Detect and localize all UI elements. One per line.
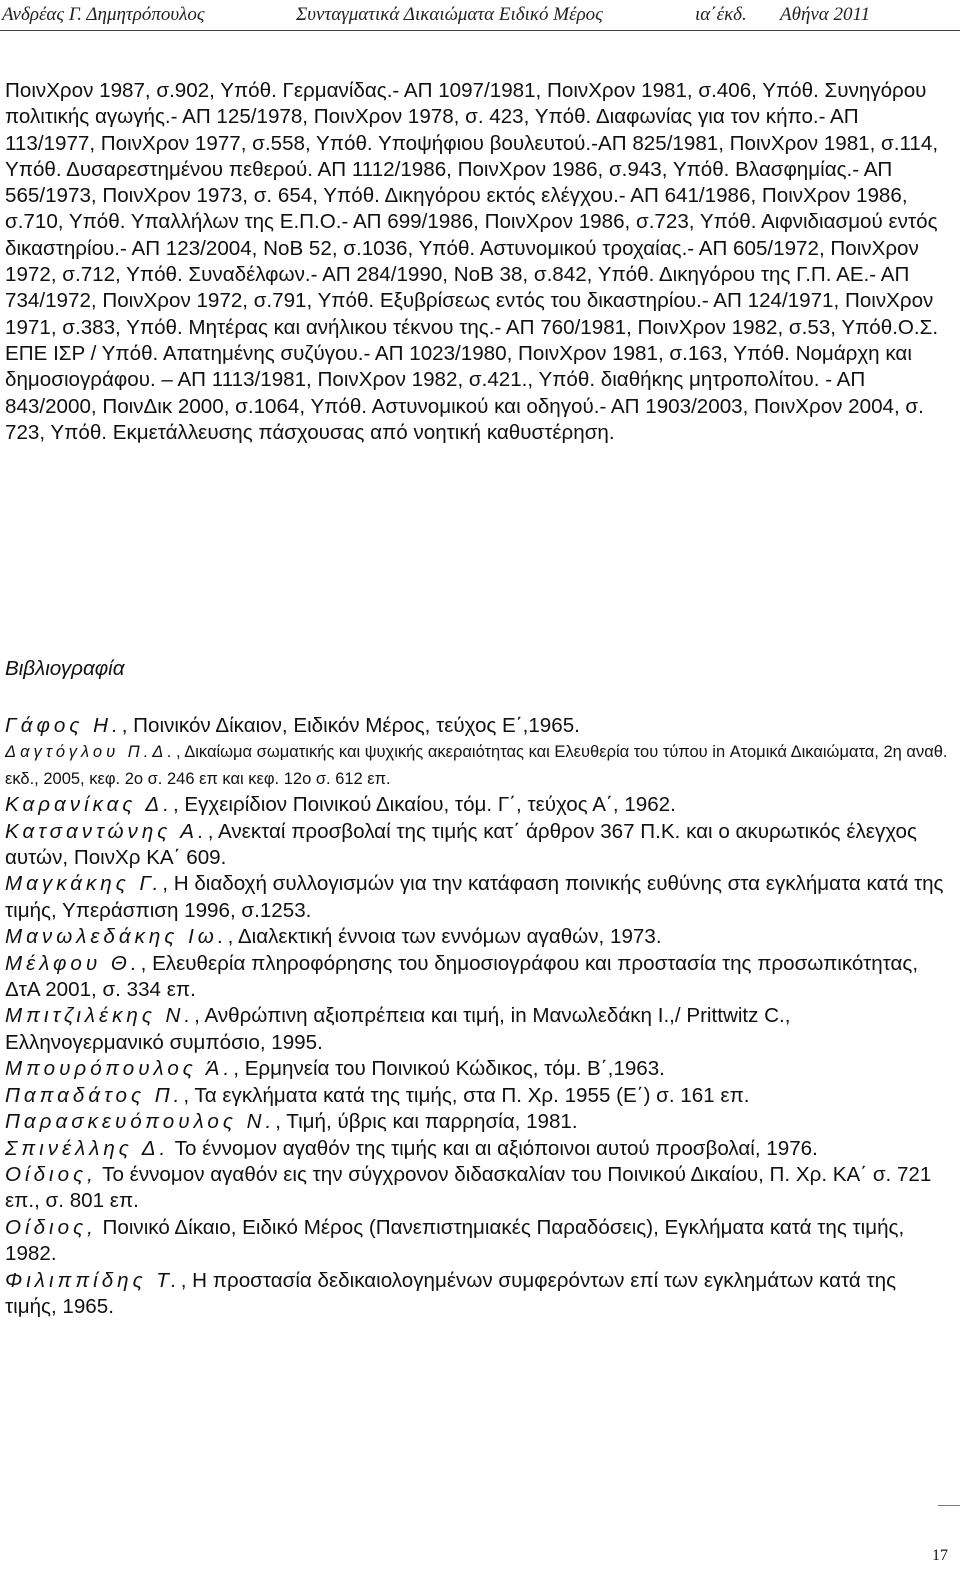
bib-text: , Δικαίωμα σωματικής και ψυχικής ακεραιότητας και Ελευθερία του τύπου in Ατομικά Δικαιώματα, 2η αναθ. εκδ., 2005, κεφ. 2ο σ. 246 επ και κεφ. 12ο σ. 612 επ. [5, 743, 948, 788]
footer-rule [938, 1505, 960, 1506]
bib-text: , Ποινικόν Δίκαιον, Ειδικόν Μέρος, τεύχος Ε΄,1965. [121, 714, 580, 737]
bib-text: Το έννομον αγαθόν της τιμής και αι αξιόποινοι αυτού προσβολαί, 1976. [169, 1136, 818, 1160]
page-number: 17 [932, 1547, 948, 1564]
bib-entry [5, 1268, 950, 1321]
bib-author: Φιλιππίδης Τ. [5, 1268, 181, 1292]
bib-entry [5, 792, 950, 818]
bib-entry [5, 739, 950, 792]
bib-author: Οίδιος, [5, 1162, 97, 1186]
bibliography-list [5, 713, 950, 1320]
bib-entry [5, 1109, 950, 1135]
bib-text: , Τιμή, ύβρις και παρρησία, 1981. [275, 1110, 578, 1134]
bib-author: Δαγτόγλου Π.Δ. [5, 743, 176, 762]
bib-entry [5, 1083, 950, 1109]
bib-author: Καρανίκας Δ. [5, 793, 173, 817]
bib-text: , Διαλεκτική έννοια των εννόμων αγαθών, 1973. [227, 925, 662, 949]
bib-entry [5, 1136, 950, 1162]
bib-text: , Η διαδοχή συλλογισμών για την κατάφαση ποινικής ευθύνης στα εγκλήματα κατά της τιμής, Υπεράσπιση 1996, σ.1253. [5, 872, 944, 922]
header-place-year: Αθήνα 2011 [780, 4, 871, 25]
bib-entry [5, 819, 950, 872]
bib-entry [5, 1003, 950, 1056]
bib-author: Μανωλεδάκης Ιω. [5, 925, 228, 949]
bib-author: Μπουρόπουλος Ά. [5, 1057, 234, 1081]
bib-text: , Ελευθερία πληροφόρησης του δημοσιογράφου και προστασία της προσωπικότητας, ΔτΑ 2001, σ. 334 επ. [5, 951, 919, 1002]
bib-entry [5, 871, 950, 924]
bib-author: Παρασκευόπουλος Ν. [5, 1110, 276, 1134]
bib-text: , Η προστασία δεδικαιολογημένων συμφερόντων επί των εγκλημάτων κατά της τιμής, 1965. [5, 1268, 896, 1318]
bib-author: Παπαδάτος Π. [5, 1083, 184, 1107]
bib-author: Μέλφου Θ. [5, 951, 141, 975]
bib-text: , Τα εγκλήματα κατά της τιμής, στα Π. Χρ. 1955 (Ε΄) σ. 161 επ. [183, 1083, 750, 1107]
bib-text: , Ανεκταί προσβολαί της τιμής κατ΄ άρθρον 367 Π.Κ. και ο ακυρωτικός έλεγχος αυτών, ΠοινΧρ ΚΑ΄ 609. [5, 819, 917, 870]
header-rule [0, 30, 960, 31]
bib-entry [5, 1215, 950, 1268]
header-edition: ια΄έκδ. [695, 4, 747, 25]
bib-entry [5, 1056, 950, 1082]
bib-entry [5, 924, 950, 950]
header-author: Ανδρέας Γ. Δημητρόπουλος [2, 4, 205, 25]
bib-entry [5, 713, 950, 739]
bib-text: Το έννομον αγαθόν εις την σύγχρονον διδασκαλίαν του Ποινικού Δικαίου, Π. Χρ. ΚΑ΄ σ. 721 επ., σ. 801 επ. [5, 1162, 932, 1213]
bib-author: Μπιτζιλέκης Ν. [5, 1004, 195, 1028]
header-title: Συνταγματικά Δικαιώματα Ειδικό Μέρος [296, 4, 603, 25]
bib-text: , Ανθρώπινη αξιοπρέπεια και τιμή, in Μανωλεδάκη Ι.,/ Prittwitz C., Ελληνογερμανικό συμπόσιο, 1995. [5, 1004, 791, 1054]
bib-text: , Εγχειρίδιον Ποινικού Δικαίου, τόμ. Γ΄, τεύχος Α΄, 1962. [172, 793, 676, 817]
bib-entry [5, 1162, 950, 1215]
bib-author: Γάφος Η. [5, 714, 122, 737]
bib-author: Μαγκάκης Γ. [5, 872, 163, 896]
bib-author: Κατσαντώνης Α. [5, 819, 208, 843]
bib-entry [5, 951, 950, 1004]
case-law-paragraph: ΠοινΧρον 1987, σ.902, Υπόθ. Γερμανίδας.- ΑΠ 1097/1981, ΠοινΧρον 1981, σ.406, Υπόθ. Συνηγόρου πολιτικής αγωγής.- ΑΠ 125/1978, ΠοινΧρον 1978, σ. 423, Υπόθ. Διαφωνίας για τον κήπο.- ΑΠ 113/1977, ΠοινΧρον 1977, σ.558, Υπόθ. Υποψήφιου βουλευτού.-ΑΠ 825/1981, ΠοινΧρον 1981, σ.114, Υπόθ. Δυσαρεστημένου πεθερού. ΑΠ 1112/1986, ΠοινΧρον 1986, σ.943, Υπόθ. Βλασφημίας.- ΑΠ 565/1973, ΠοινΧρον 1973, σ. 654, Υπόθ. Δικηγόρου εκτός ελέγχου.- ΑΠ 641/1986, ΠοινΧρον 1986, σ.710, Υπόθ. Υπαλλήλων της Ε.Π.Ο.- ΑΠ 699/1986, ΠοινΧρον 1986, σ.723, Υπόθ. Αιφνιδιασμού εντός δικαστηρίου.- ΑΠ 123/2004, ΝοΒ 52, σ.1036, Υπόθ. Αστυνομικού τροχαίας.- ΑΠ 605/1972, ΠοινΧρον 1972, σ.712, Υπόθ. Συναδέλφων.- ΑΠ 284/1990, ΝοΒ 38, σ.842, Υπόθ. Δικηγόρου της Γ.Π. ΑΕ.- ΑΠ 734/1972, ΠοινΧρον 1972, σ.791, Υπόθ. Εξυβρίσεως εντός του δικαστηρίου.- ΑΠ 124/1971, ΠοινΧρον 1971, σ.383, Υπόθ. Μητέρας και ανήλικου τέκνου της.- ΑΠ 760/1981, ΠοινΧρον 1982, σ.53, Υπόθ.Ο.Σ. ΕΠΕ ΙΣΡ / Υπόθ. Απατημένης συζύγου.- ΑΠ 1023/1980, ΠοινΧρον 1981, σ.163, Υπόθ. Νομάρχη και δημοσιογράφου. – ΑΠ 1113/1981, ΠοινΧρον 1982, σ.421., Υπόθ. διαθήκης μητροπολίτου. - ΑΠ 843/2000, ΠοινΔικ 2000, σ.1064, Υπόθ. Αστυνομικού και οδηγού.- ΑΠ 1903/2003, ΠοινΧρον 2004, σ. 723, Υπόθ. Εκμετάλλευσης πάσχουσας από νοητική καθυστέρηση. [5, 79, 939, 444]
bib-text: , Ερμηνεία του Ποινικού Κώδικος, τόμ. Β΄,1963. [233, 1057, 665, 1081]
bib-author: Σπινέλλης Δ. [5, 1136, 170, 1160]
bib-text: Ποινικό Δίκαιο, Ειδικό Μέρος (Πανεπιστημιακές Παραδόσεις), Εγκλήματα κατά της τιμής, 1982. [5, 1215, 905, 1266]
bibliography-heading: Βιβλιογραφία [5, 657, 125, 680]
running-header [0, 2, 960, 30]
bib-author: Οίδιος, [5, 1215, 97, 1239]
